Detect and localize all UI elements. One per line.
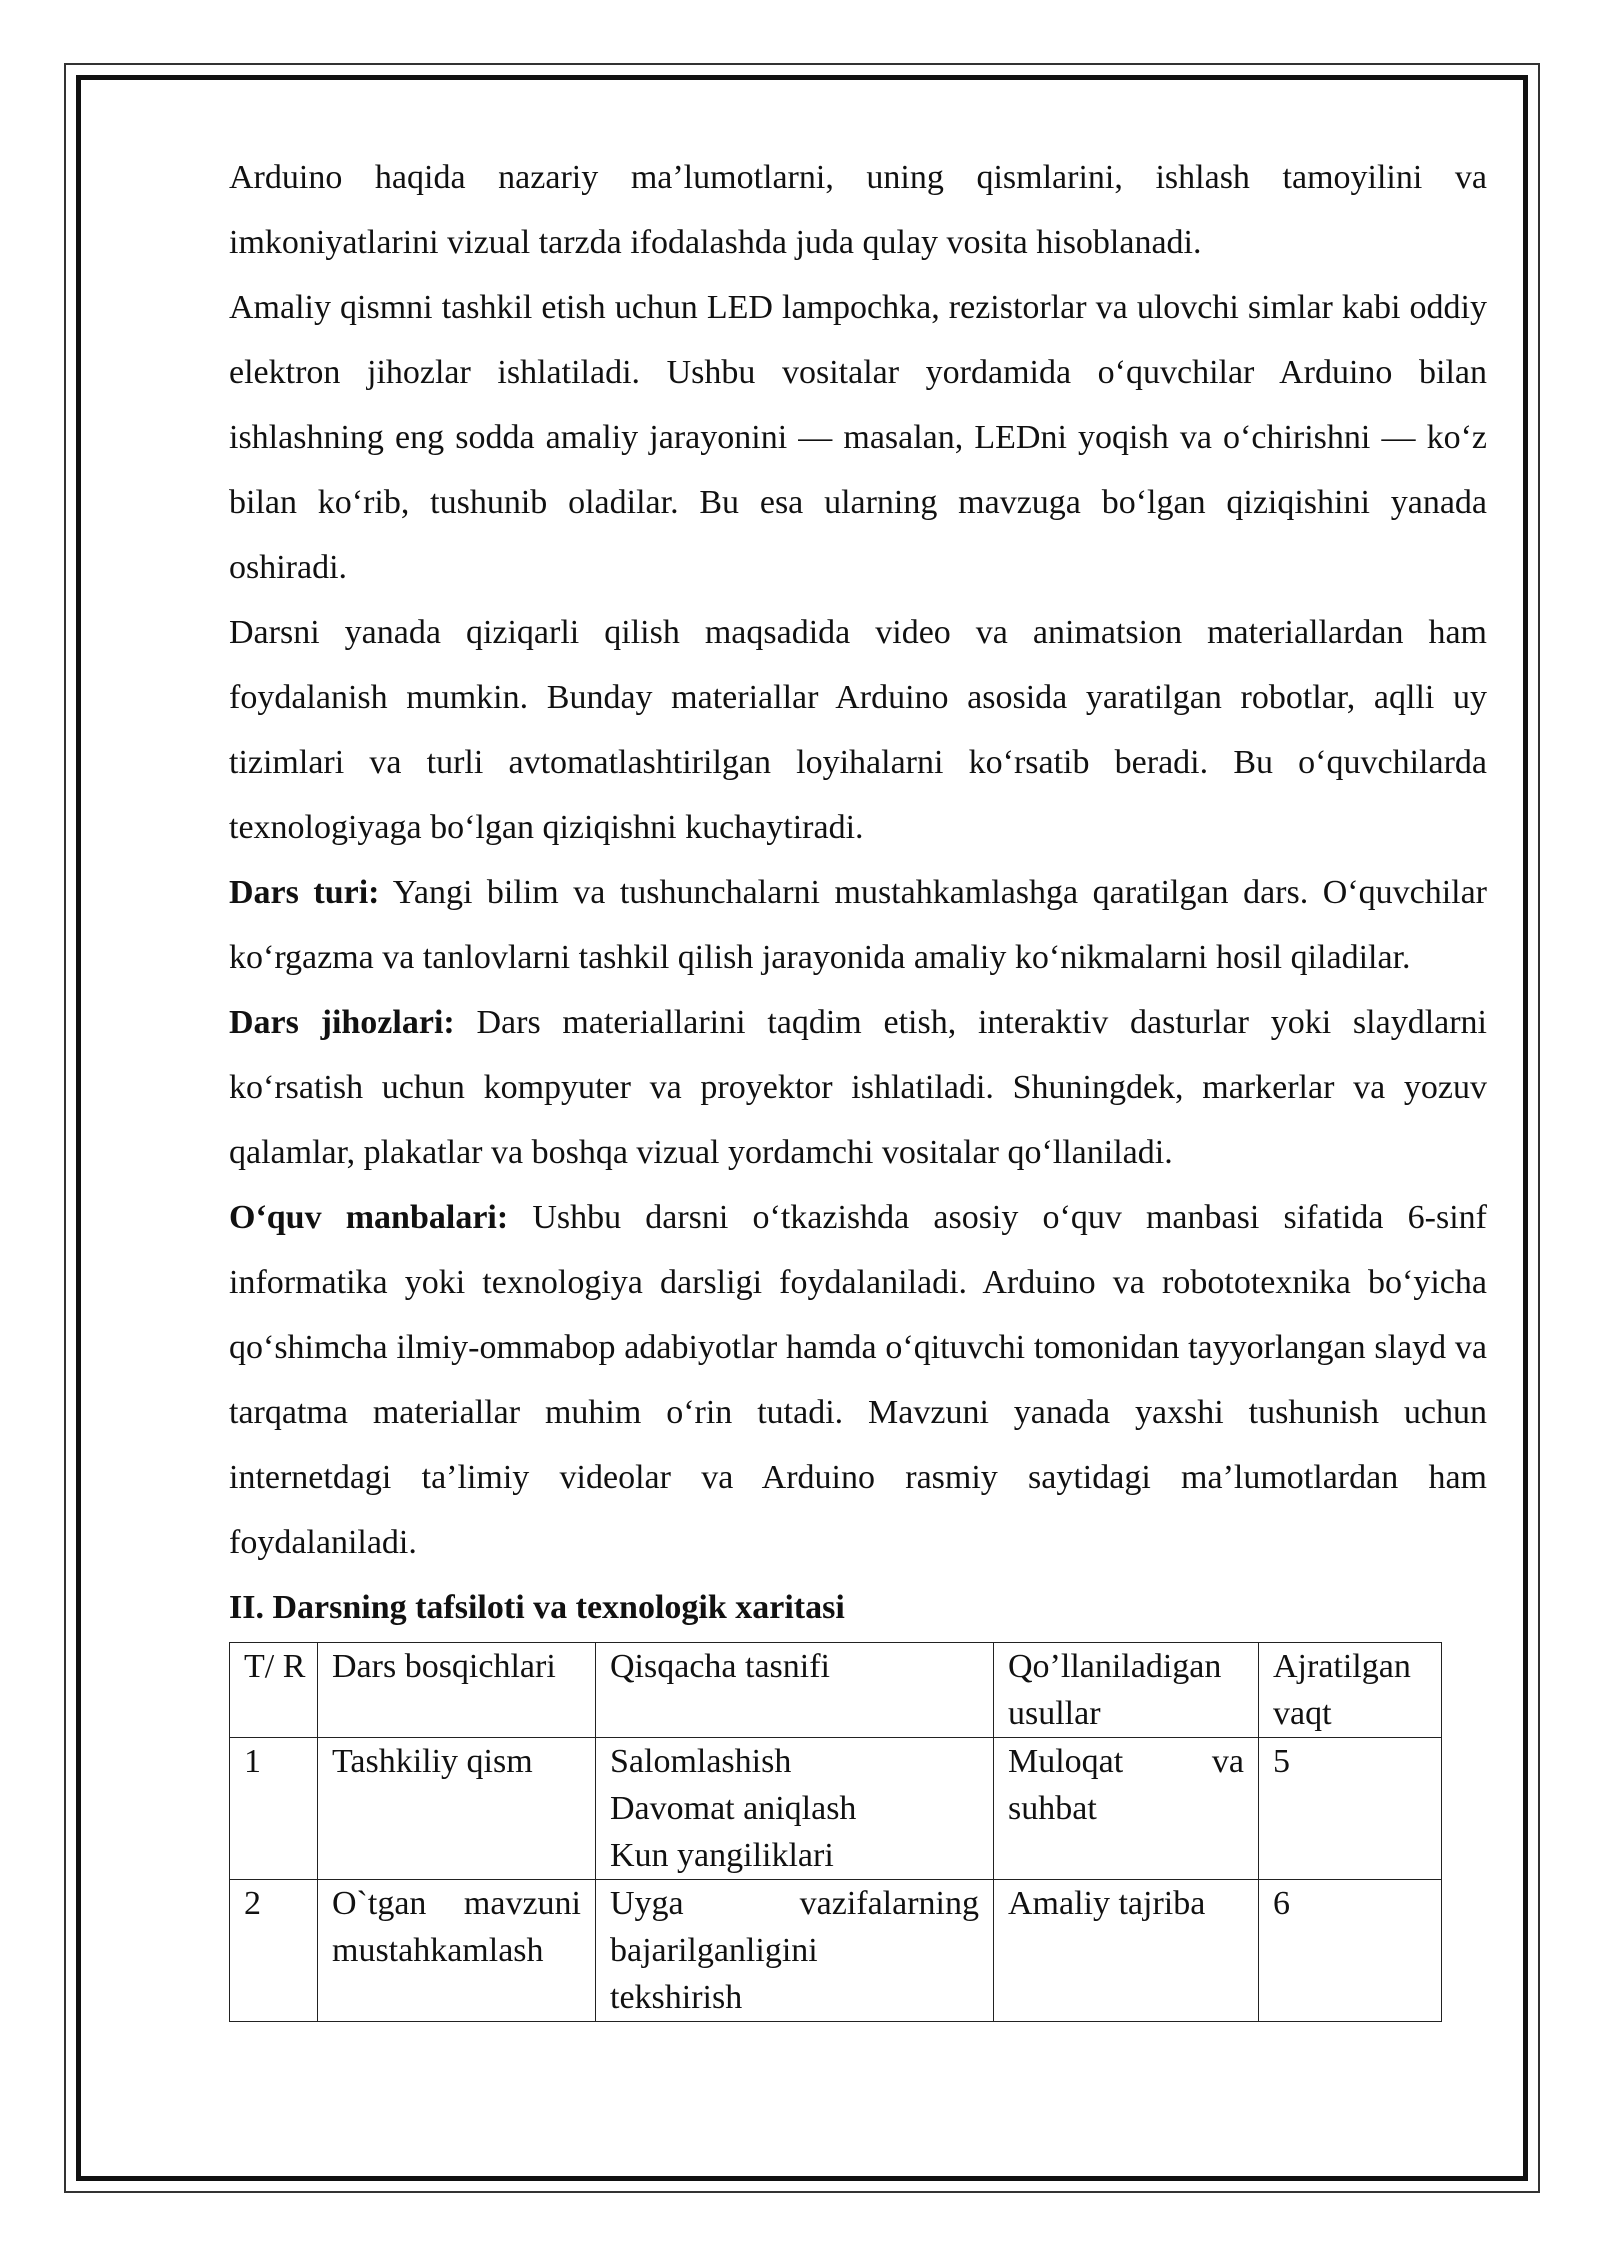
header-stages: Dars bosqichlari: [318, 1643, 596, 1738]
row-stage: O`tgan mavzuni mustahkamlash: [318, 1880, 596, 2022]
learning-sources-text: Ushbu darsni oʻtkazishda asosiy oʻquv manbasi sifatida 6-sinf informatika yoki texnologiya darsligi foydalaniladi. Arduino va robototexnika boʻyicha qoʻshimcha ilmiy-ommabop adabiyotlar hamda oʻqituvchi tomonidan tayyorlangan slayd va tarqatma materiallar muhim oʻrin tutadi. Mavzuni yanada yaxshi tushunish uchun internetdagi ta’limiy videolar va Arduino rasmiy saytidagi ma’lumotlardan ham foydalaniladi.: [229, 1199, 1487, 1561]
lesson-type-text: Yangi bilim va tushunchalarni mustahkamlashga qaratilgan dars. Oʻquvchilar koʻrgazma va tanlovlarni tashkil qilish jarayonida amaliy koʻnikmalarni hosil qiladilar.: [229, 874, 1487, 976]
description-line: Kun yangiliklari: [610, 1837, 834, 1874]
row-number: 2: [230, 1880, 318, 2022]
lesson-equipment-text: Dars materiallarini taqdim etish, interaktiv dasturlar yoki slaydlarni koʻrsatish uchun kompyuter va proyektor ishlatiladi. Shuningdek, markerlar va yozuv qalamlar, plakatlar va boshqa vizual yordamchi vositalar qoʻllaniladi.: [229, 1004, 1488, 1171]
row-description: [596, 1880, 994, 2022]
paragraph-lesson-equipment: [229, 990, 1487, 1185]
document-body: [229, 145, 1487, 2022]
row-time: 6: [1259, 1880, 1442, 2022]
description-line: bajarilganligini: [610, 1932, 818, 1969]
paragraph-lesson-type: [229, 860, 1487, 990]
description-line: Salomlashish: [610, 1743, 792, 1780]
description-line: Davomat aniqlash: [610, 1790, 857, 1827]
section-heading: II. Darsning tafsiloti va texnologik xaritasi: [229, 1589, 845, 1626]
learning-sources-label: Oʻquv manbalari:: [229, 1199, 509, 1236]
description-line: tekshirish: [610, 1979, 743, 2016]
table-row: [230, 1880, 1442, 2022]
row-time: 5: [1259, 1738, 1442, 1880]
row-description: [596, 1738, 994, 1880]
lesson-plan-table: [229, 1642, 1442, 2022]
row-number: 1: [230, 1738, 318, 1880]
header-time: Ajratilgan vaqt: [1259, 1643, 1442, 1738]
header-description: Qisqacha tasnifi: [596, 1643, 994, 1738]
lesson-type-label: Dars turi:: [229, 874, 380, 911]
paragraph-learning-sources: [229, 1185, 1487, 1575]
paragraph-video-materials: Darsni yanada qiziqarli qilish maqsadida video va animatsion materiallardan ham foydalanish mumkin. Bunday materiallar Arduino asosida yaratilgan robotlar, aqlli uy tizimlari va turli avtomatlashtirilgan loyihalarni koʻrsatib beradi. Bu oʻquvchilarda texnologiyaga boʻlgan qiziqishni kuchaytiradi.: [229, 614, 1487, 846]
description-line: Uyga vazifalarning: [610, 1885, 979, 1922]
header-methods: Qo’llaniladigan usullar: [994, 1643, 1259, 1738]
row-method: Amaliy tajriba: [994, 1880, 1259, 2022]
table-row: [230, 1738, 1442, 1880]
paragraph-practical-part: Amaliy qismni tashkil etish uchun LED lampochka, rezistorlar va ulovchi simlar kabi oddiy elektron jihozlar ishlatiladi. Ushbu vositalar yordamida oʻquvchilar Arduino bilan ishlashning eng sodda amaliy jarayonini — masalan, LEDni yoqish va oʻchirishni — koʻz bilan koʻrib, tushunib oladilar. Bu esa ularning mavzuga boʻlgan qiziqishini yanada oshiradi.: [229, 289, 1487, 586]
row-stage: Tashkiliy qism: [318, 1738, 596, 1880]
lesson-equipment-label: Dars jihozlari:: [229, 1004, 455, 1041]
header-tr: T/ R: [230, 1643, 318, 1738]
paragraph-arduino-visual: Arduino haqida nazariy ma’lumotlarni, uning qismlarini, ishlash tamoyilini va imkoniyatlarini vizual tarzda ifodalashda juda qulay vosita hisoblanadi.: [229, 159, 1487, 261]
table-header-row: [230, 1643, 1442, 1738]
row-method: Muloqat va suhbat: [994, 1738, 1259, 1880]
